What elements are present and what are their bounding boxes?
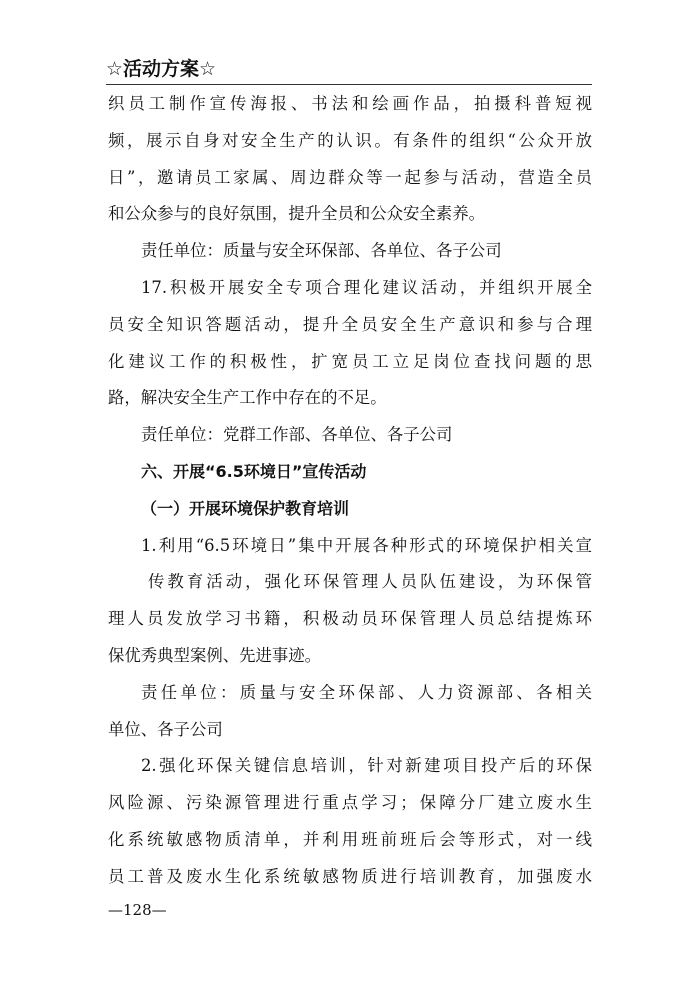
text-line: 单位、各子公司 [108,719,223,739]
text-line: 传教育活动，强化环保管理人员队伍建设，为环保管 [148,572,592,592]
section-heading: 六、开展“6.5环境日”宣传活动 [141,461,367,481]
text-line: 保优秀典型案例、先进事迹。 [108,645,322,665]
responsibility-line: 责任单位：质量与安全环保部、各单位、各子公司 [141,241,502,261]
subsection-heading: （一）开展环境保护教育培训 [141,498,350,518]
document-body [108,86,592,896]
text-line: 化系统敏感物质清单，并利用班前班后会等形式，对一线 [108,829,592,849]
text-line: 路，解决安全生产工作中存在的不足。 [108,388,387,408]
text-line: 频，展示自身对安全生产的认识。有条件的组织“公众开放 [108,130,592,150]
text-line: 17.积极开展安全专项合理化建议活动，并组织开展全 [141,277,592,297]
responsibility-line: 责任单位：党群工作部、各单位、各子公司 [141,425,453,445]
text-line: 员工普及废水生化系统敏感物质进行培训教育，加强废水 [108,866,592,886]
page-header [106,56,592,85]
text-line: 和公众参与的良好氛围，提升全员和公众安全素养。 [108,204,485,224]
text-line: 员安全知识答题活动，提升全员安全生产意识和参与合理 [108,314,592,334]
text-line: 2.强化环保关键信息培训，针对新建项目投产后的环保 [141,756,592,776]
text-line: 织员工制作宣传海报、书法和绘画作品，拍摄科普短视 [108,94,592,113]
text-line: 1.利用“6.5环境日”集中开展各种形式的环境保护相关宣 [141,535,592,555]
responsibility-line: 责任单位：质量与安全环保部、人力资源部、各相关 [141,682,592,702]
text-line: 理人员发放学习书籍，积极动员环保管理人员总结提炼环 [108,609,592,629]
text-line: 风险源、污染源管理进行重点学习；保障分厂建立废水生 [108,793,592,813]
text-line: 日”，邀请员工家属、周边群众等一起参与活动，营造全员 [108,167,592,187]
header-title: ☆活动方案☆ [106,58,217,80]
text-line: 化建议工作的积极性，扩宽员工立足岗位查找问题的思 [108,351,592,371]
page-number: —128— [108,901,167,919]
